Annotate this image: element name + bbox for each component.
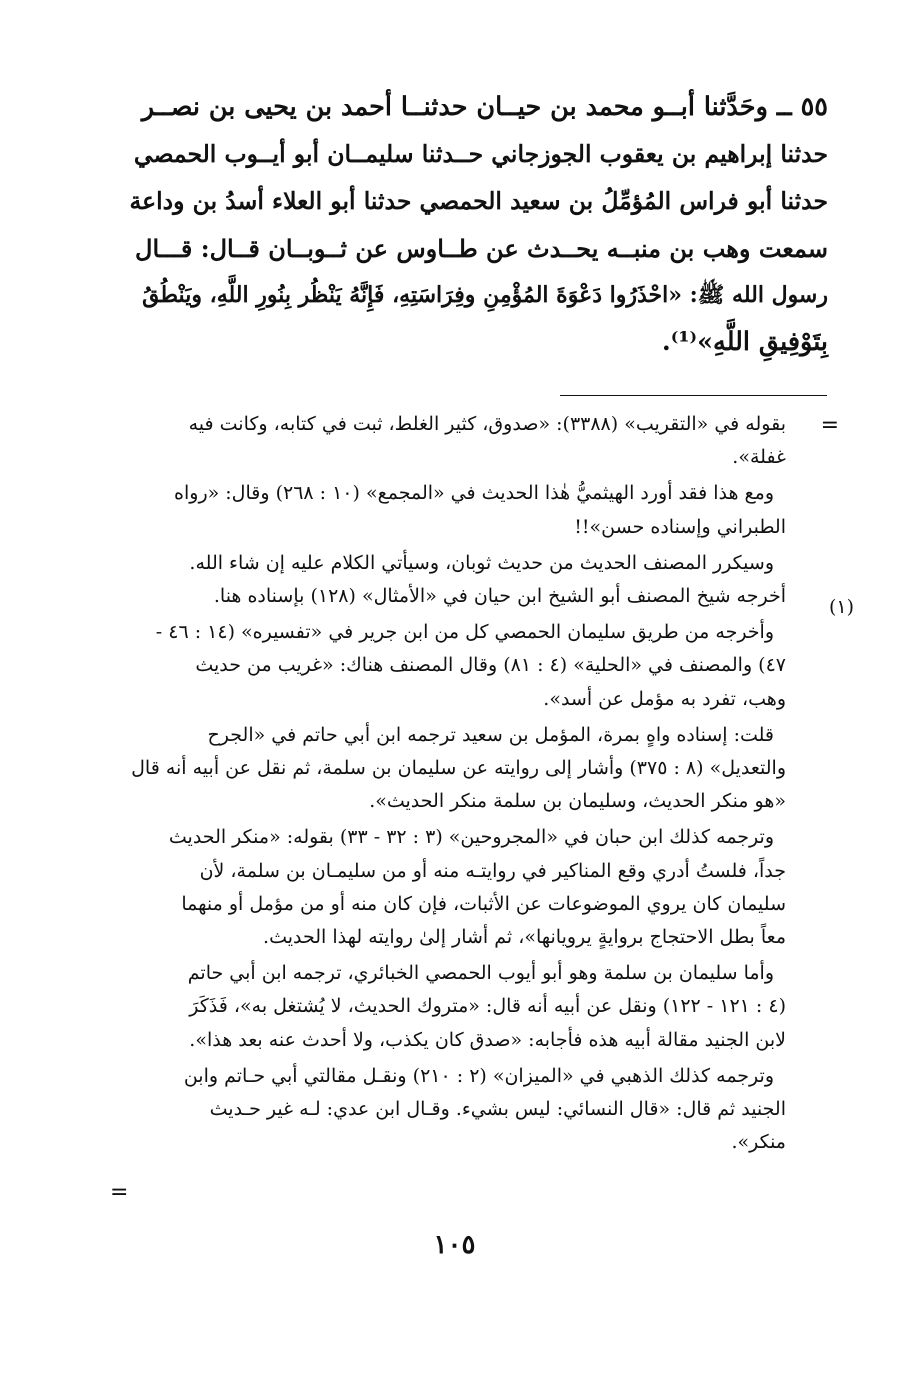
footnote-line: بقوله في «التقريب» (٣٣٨٨): «صدوق، كثير الغلط، ثبت في كتابه، وكانت فيه xyxy=(188,413,786,435)
page-number: ١٠٥ xyxy=(433,1230,476,1260)
footnotes xyxy=(125,408,786,1159)
footnote-line: وهب، تفرد به مؤمل عن أسد». xyxy=(543,687,786,710)
footnote-line: (٤ : ١٢١ - ١٢٢) ونقل عن أبيه أنه قال: «متروك الحديث، لا يُشتغل به»، فَذَكَرَ xyxy=(189,995,786,1018)
footnote-line: منكر». xyxy=(731,1131,786,1154)
footnote-line: وترجمه كذلك ابن حبان في «المجروحين» (٣ : ٣٢ - ٣٣) بقوله: «منكر الحديث xyxy=(168,826,774,849)
footnote-line: الجنيد ثم قال: «قال النسائي: ليس بشيء. وقـال ابن عدي: لـه غير حـديث xyxy=(209,1098,786,1121)
footnote-line: والتعديل» (٨ : ٣٧٥) وأشار إلى روايته عن سليمان بن سلمة، ثم نقل عن أبيه أنه قال xyxy=(131,757,786,780)
hadith-line: سمعت وهب بن منبــه يحــدث عن طــاوس عن ثــوبــان قــال: قـــال xyxy=(135,234,828,263)
hadith-line: رسول الله ﷺ: «احْذَرُوا دَعْوَةَ المُؤْمِنِ وفِرَاسَتِهِ، فَإِنَّهُ يَنْظُر بِنُورِ اللَّهِ، ويَنْطُقُ xyxy=(142,282,828,308)
continuation-mark: = xyxy=(820,413,839,438)
footnote-line: معاً بطل الاحتجاج بروايةٍ يرويانها»، ثم أشار إلىٰ روايته لهذا الحديث. xyxy=(263,926,786,949)
footnote-line: وترجمه كذلك الذهبي في «الميزان» (٢ : ٢١٠) ونقـل مقالتي أبي حـاتم وابن xyxy=(183,1064,774,1087)
footnote-line: الطبراني وإسناده حسن»!! xyxy=(574,515,786,538)
footnote-line: وأما سليمان بن سلمة وهو أبو أيوب الحمصي الخبائري، ترجمه ابن أبي حاتم xyxy=(187,962,774,985)
footnote-line: جداً، فلستُ أدري وقع المناكير في روايتـه منه أو من سليمـان بن سلمة، لأن xyxy=(199,859,786,882)
footnote-line: وأخرجه من طريق سليمان الحمصي كل من ابن جرير في «تفسيره» (١٤ : ٤٦ - xyxy=(155,621,774,644)
hadith-text xyxy=(128,84,828,366)
footnote-line: وسيكرر المصنف الحديث من حديث ثوبان، وسيأتي الكلام عليه إن شاء الله. xyxy=(189,551,774,574)
footnote-separator xyxy=(560,395,827,396)
hadith-line: ٥٥ ــ وحَدَّثنا أبــو محمد بن حيــان حدثنــا أحمد بن يحيى بن نصــر xyxy=(141,92,828,122)
footnote-line: «هو منكر الحديث، وسليمان بن سلمة منكر الحديث». xyxy=(369,790,786,813)
footnote-line: سليمان كان يروي الموضوعات عن الأثبات، فإن كان منه أو من مؤمل أو منهما xyxy=(181,892,786,915)
footnote-line: ومع هذا فقد أورد الهيثميُّ هٰذا الحديث في «المجمع» (١٠ : ٢٦٨) وقال: «رواه xyxy=(174,482,774,505)
hadith-line: حدثنا إبراهيم بن يعقوب الجوزجاني حــدثنا سليمــان أبو أيــوب الحمصي xyxy=(133,140,828,168)
footnote-line: غفلة». xyxy=(732,446,786,469)
footnote-marker: (١) xyxy=(828,596,854,618)
hadith-line: بِتَوْفِيقِ اللَّهِ»⁽¹⁾. xyxy=(661,327,828,357)
footnote-line: لابن الجنيد مقالة أبيه هذه فأجابه: «صدق كان يكذب، ولا أحدث عنه بعد هذا». xyxy=(189,1028,786,1051)
continuation-end-mark: = xyxy=(110,1180,129,1205)
hadith-line: حدثنا أبو فراس المُؤمِّلُ بن سعيد الحمصي حدثنا أبو العلاء أسدُ بن وداعة xyxy=(129,187,828,215)
footnote-line: أخرجه شيخ المصنف أبو الشيخ ابن حيان في «الأمثال» (١٢٨) بإسناده هنا. xyxy=(213,585,786,608)
footnote-line: ٤٧) والمصنف في «الحلية» (٤ : ٨١) وقال المصنف هناك: «غريب من حديث xyxy=(195,654,786,677)
footnote-line: قلت: إسناده واهٍ بمرة، المؤمل بن سعيد ترجمه ابن أبي حاتم في «الجرح xyxy=(207,723,774,746)
